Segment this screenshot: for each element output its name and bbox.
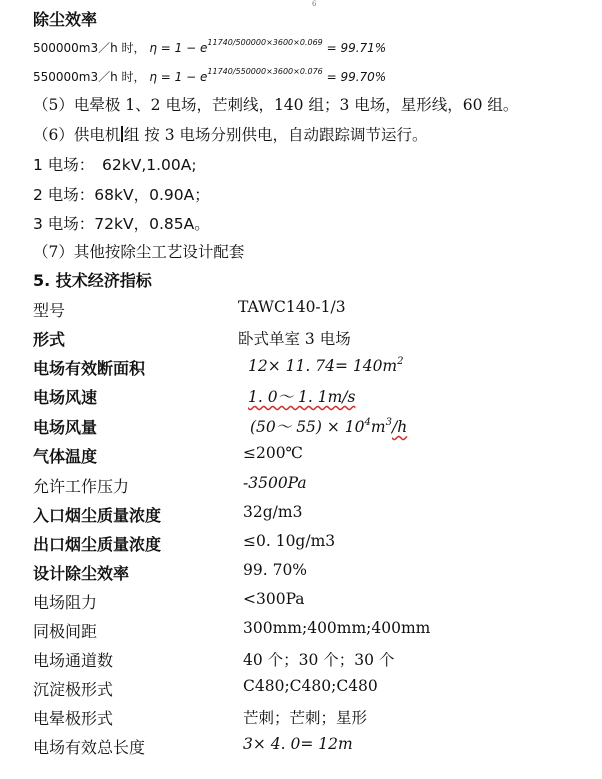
spec-row-resistance <box>33 590 593 614</box>
formula-prefix: 550000m3／h 时， <box>33 70 146 84</box>
spec-value: 3× 4. 0= 12m <box>243 735 353 753</box>
spec-value: 1. 0～ 1. 1m/s <box>248 388 356 406</box>
spec-row-wind-speed <box>33 385 593 409</box>
spec-key: 电场有效总长度 <box>33 738 146 757</box>
spec-value: 99. 70% <box>243 561 308 579</box>
formula-left: η = 1 − e <box>149 70 208 84</box>
spec-key: 电晕极形式 <box>33 709 114 728</box>
spec-row-outlet-dust <box>33 532 593 556</box>
spec-key: 出口烟尘质量浓度 <box>33 535 162 554</box>
paragraph-other: （7）其他按除尘工艺设计配套 <box>33 243 245 261</box>
spec-key: 同极间距 <box>33 622 98 641</box>
spec-row-pressure <box>33 474 593 498</box>
spec-value: ≤0. 10g/m3 <box>243 532 336 550</box>
page-top-mark: 6 <box>312 0 317 8</box>
spec-row-gas-temp <box>33 444 593 468</box>
field-3-spec: 3 电场：72kV，0.85A。 <box>33 215 210 233</box>
spec-value <box>250 415 407 437</box>
area-exponent: 2 <box>397 356 404 367</box>
spec-value: -3500Pa <box>243 474 307 492</box>
spec-key: 电场风速 <box>33 388 98 407</box>
spec-row-model <box>33 298 593 322</box>
spec-row-corona-electrode <box>33 706 593 730</box>
spec-value: 卧式单室 3 电场 <box>238 330 351 348</box>
volume-unit: m <box>370 418 386 436</box>
field-2-spec: 2 电场：68kV，0.90A； <box>33 186 210 204</box>
spec-key: 沉淀极形式 <box>33 680 114 699</box>
formula-exponent: 11740/550000×3600×0.076 <box>207 67 323 76</box>
spec-key: 允许工作压力 <box>33 477 130 496</box>
spec-key: 电场通道数 <box>33 651 114 670</box>
paragraph-power-supply[interactable] <box>33 123 428 145</box>
section-title-indicators: 5. 技术经济指标 <box>33 271 152 290</box>
spec-key: 电场风量 <box>33 418 98 437</box>
spec-value: 芒刺；芒刺；星形 <box>243 709 368 727</box>
spec-value: <300Pa <box>243 590 305 608</box>
formula-prefix: 500000m3／h 时， <box>33 41 146 55</box>
spec-value: 300mm;400mm;400mm <box>243 619 431 637</box>
formula-right: = 99.71% <box>326 41 387 55</box>
spec-value: TAWC140-1/3 <box>238 298 346 316</box>
paragraph-corona-electrode: （5）电晕极 1、2 电场，芒刺线，140 组；3 电场，星形线，60 组。 <box>33 96 519 114</box>
spec-row-inlet-dust <box>33 503 593 527</box>
volume-exp-a: 4 <box>364 417 371 428</box>
spec-value <box>248 356 404 375</box>
spec-key: 设计除尘效率 <box>33 564 130 583</box>
spec-row-form <box>33 327 593 351</box>
spec-value: 40 个；30 个；30 个 <box>243 651 395 669</box>
spec-row-design-efficiency <box>33 561 593 585</box>
formula-left: η = 1 − e <box>149 41 208 55</box>
volume-exp-b: 3 <box>385 417 392 428</box>
spec-row-total-length <box>33 735 593 759</box>
spec-value: 32g/m3 <box>243 503 303 521</box>
formula-550000 <box>33 67 386 85</box>
formula-right: = 99.70% <box>326 70 387 84</box>
formula-exponent: 11740/500000×3600×0.069 <box>207 38 323 47</box>
spec-key: 气体温度 <box>33 447 98 466</box>
power-supply-text-b: 组 按 3 电场分别供电，自动跟踪调节运行。 <box>123 126 428 144</box>
spec-key: 入口烟尘质量浓度 <box>33 506 162 525</box>
spec-key: 电场有效断面积 <box>33 359 146 378</box>
volume-per-hour: /h <box>392 418 408 436</box>
heading-efficiency: 除尘效率 <box>33 10 98 29</box>
spec-row-air-volume <box>33 415 593 439</box>
volume-value: (50～ 55) × 10 <box>250 418 365 436</box>
spec-key: 形式 <box>33 330 66 349</box>
field-1-spec: 1 电场： 62kV,1.00A; <box>33 156 197 174</box>
spec-row-collecting-electrode <box>33 677 593 701</box>
area-value: 12× 11. 74= 140m <box>248 357 398 375</box>
spec-row-channels <box>33 648 593 672</box>
spec-value: ≤200℃ <box>243 444 303 462</box>
spec-key: 型号 <box>33 301 66 320</box>
formula-500000 <box>33 38 386 56</box>
spec-row-spacing <box>33 619 593 643</box>
spec-row-section-area <box>33 356 593 380</box>
power-supply-text-a: （6）供电机 <box>33 126 121 144</box>
spec-value: C480;C480;C480 <box>243 677 378 695</box>
spec-key: 电场阻力 <box>33 593 98 612</box>
text-cursor <box>121 126 123 142</box>
